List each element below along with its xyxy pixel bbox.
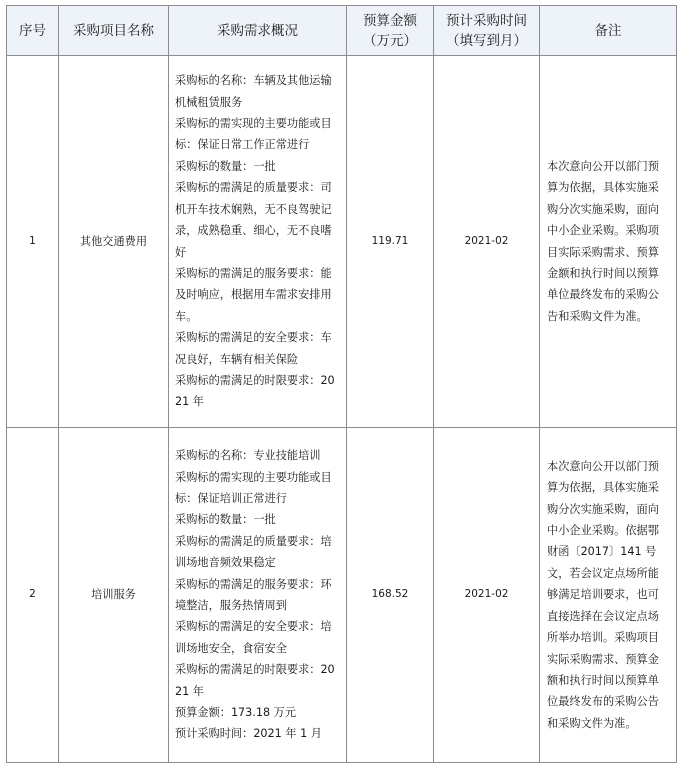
row-time: 2021-02: [434, 56, 540, 428]
header-budget-line1: 预算金额: [363, 12, 417, 29]
demand-line: 采购标的名称：专业技能培训: [175, 449, 321, 463]
row-budget: 168.52: [347, 428, 434, 763]
demand-line: 采购标的需满足的时限要求：2021 年: [175, 373, 335, 409]
demand-line: 采购标的数量：一批: [175, 159, 276, 173]
demand-line: 采购标的需满足的质量要求：司机开车技术娴熟，无不良驾驶记录，成熟稳重、细心，无不良嗜好: [175, 181, 332, 259]
row-demand: [169, 428, 347, 763]
header-remarks: 备注: [540, 6, 677, 56]
row-index: 1: [7, 56, 59, 428]
row-item-name: 其他交通费用: [59, 56, 169, 428]
header-demand: 采购需求概况: [169, 6, 347, 56]
header-index: 序号: [7, 6, 59, 56]
demand-line: 采购标的需满足的安全要求：车况良好，车辆有相关保险: [175, 331, 332, 366]
header-budget: [347, 6, 434, 56]
remarks-text: 本次意向公开以部门预算为依据，具体实施采购分次实施采购，面向中小企业采购。依据鄂财函〔2017〕141 号文，若会议定点场所能够满足培训要求，也可直接选择在会议定点场所举办培训。采购项目实际采购需求、预算金额和执行时间以预算单位最终发布的采购公告和采购文件为准。: [547, 459, 659, 730]
row-remarks: [540, 428, 677, 763]
header-row: [7, 6, 677, 56]
header-time: [434, 6, 540, 56]
demand-line: 采购标的需满足的安全要求：培训场地安全，食宿安全: [175, 620, 332, 655]
remarks-text: 本次意向公开以部门预算为依据，具体实施采购分次实施采购，面向中小企业采购。采购项目实际采购需求、预算金额和执行时间以预算单位最终发布的采购公告和采购文件为准。: [547, 159, 659, 323]
row-budget: 119.71: [347, 56, 434, 428]
demand-line: 采购标的需实现的主要功能或目标：保证培训正常进行: [175, 470, 332, 505]
demand-line: 预计采购时间：2021 年 1 月: [175, 727, 322, 741]
demand-line: 采购标的需满足的服务要求：能及时响应，根据用车需求安排用车。: [175, 266, 332, 323]
demand-line: 采购标的名称：车辆及其他运输机械租赁服务: [175, 74, 332, 109]
demand-line: 采购标的需满足的时限要求：2021 年: [175, 663, 335, 698]
demand-line: 采购标的需满足的服务要求：环境整洁，服务热情周到: [175, 577, 332, 612]
row-demand: [169, 56, 347, 428]
table-row: [7, 428, 677, 763]
table-row: [7, 56, 677, 428]
demand-line: 预算金额：173.18 万元: [175, 706, 297, 720]
row-remarks: [540, 56, 677, 428]
header-item-name: 采购项目名称: [59, 6, 169, 56]
header-budget-line2: （万元）: [363, 32, 417, 49]
header-time-line1: 预计采购时间: [446, 12, 527, 29]
demand-line: 采购标的需实现的主要功能或目标：保证日常工作正常进行: [175, 117, 332, 152]
row-time: 2021-02: [434, 428, 540, 763]
row-index: 2: [7, 428, 59, 763]
row-item-name: 培训服务: [59, 428, 169, 763]
demand-line: 采购标的需满足的质量要求：培训场地音频效果稳定: [175, 534, 332, 570]
header-time-line2: （填写到月）: [446, 32, 527, 49]
procurement-table: [6, 5, 677, 763]
demand-line: 采购标的数量：一批: [175, 513, 276, 527]
